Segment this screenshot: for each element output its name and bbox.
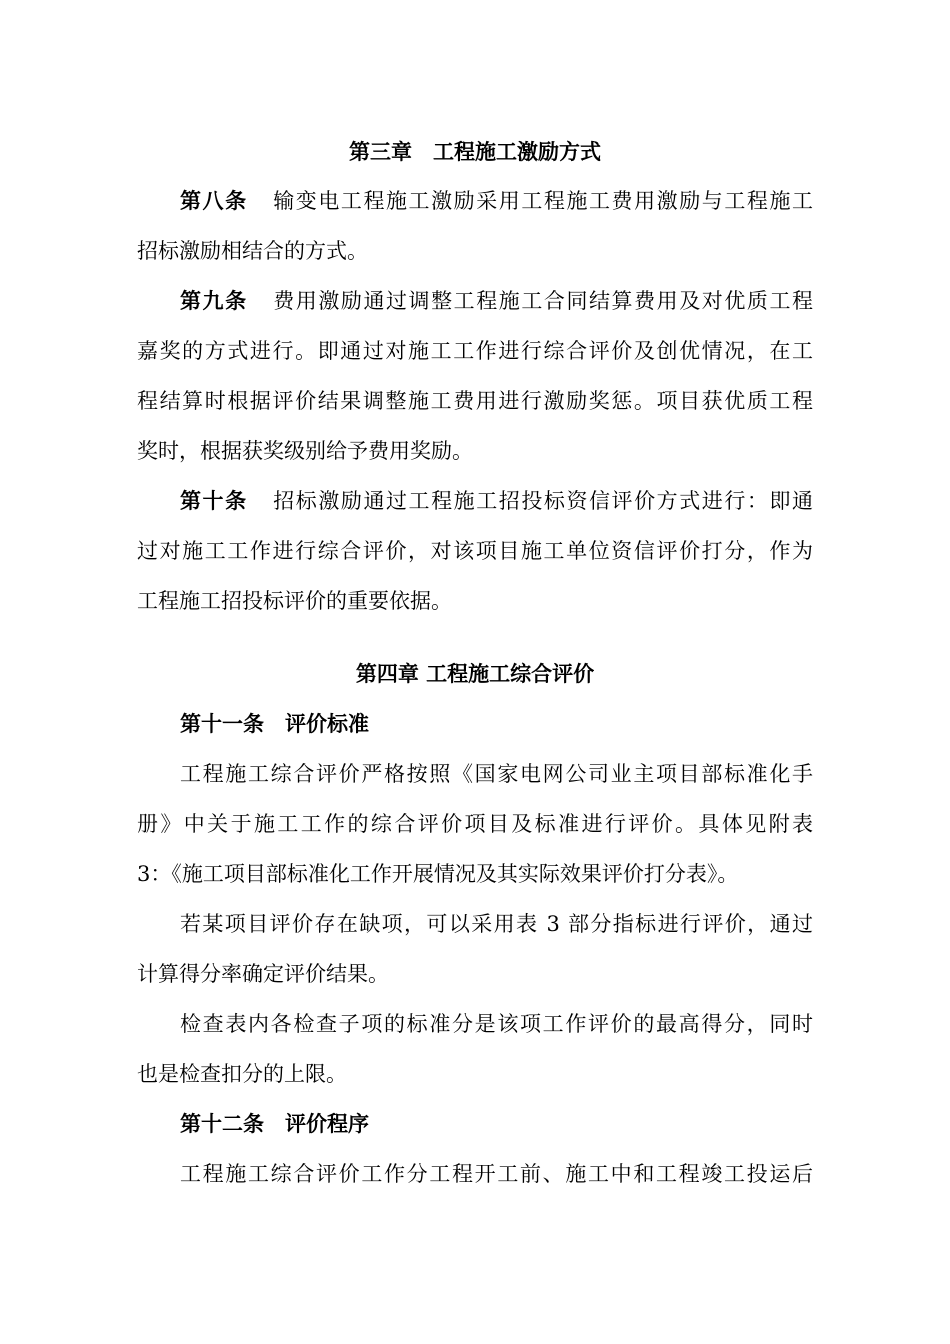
article-11-p1-line-1: 工程施工综合评价严格按照《国家电网公司业主项目部标准化手 (180, 762, 813, 786)
article-8-label: 第八条 (180, 188, 248, 213)
article-9-line-1 (180, 285, 813, 317)
article-9-line-2: 嘉奖的方式进行。即通过对施工工作进行综合评价及创优情况，在工 (137, 339, 813, 363)
article-8-line-2: 招标激励相结合的方式。 (137, 239, 368, 263)
article-11-p2-line-2: 计算得分率确定评价结果。 (137, 962, 389, 986)
article-11-p1-line-3: 3：《施工项目部标准化工作开展情况及其实际效果评价打分表》。 (137, 862, 739, 886)
article-11-p3-line-2: 也是检查扣分的上限。 (137, 1062, 347, 1086)
chapter-3-title: 第三章 工程施工激励方式 (349, 139, 601, 164)
article-10-line-2: 过对施工工作进行综合评价，对该项目施工单位资信评价打分，作为 (137, 539, 813, 563)
article-8-line-1 (180, 185, 813, 217)
article-12-p1-line-1: 工程施工综合评价工作分工程开工前、施工中和工程竣工投运后 (180, 1162, 813, 1186)
article-10-line-3: 工程施工招投标评价的重要依据。 (137, 589, 452, 613)
chapter-4-title: 第四章 工程施工综合评价 (355, 661, 595, 686)
article-8-text-1: 输变电工程施工激励采用工程施工费用激励与工程施工 (271, 189, 813, 213)
article-11-p1-line-2: 册》中关于施工工作的综合评价项目及标准进行评价。具体见附表 (137, 812, 813, 836)
article-9-line-3: 程结算时根据评价结果调整施工费用进行激励奖惩。项目获优质工程 (137, 389, 813, 413)
article-11-p2-line-1: 若某项目评价存在缺项，可以采用表 3 部分指标进行评价，通过 (180, 912, 813, 936)
article-10-label: 第十条 (180, 488, 248, 513)
article-9-text-1: 费用激励通过调整工程施工合同结算费用及对优质工程 (271, 289, 813, 313)
article-11-p3-line-1: 检查表内各检查子项的标准分是该项工作评价的最高得分，同时 (180, 1012, 813, 1036)
article-9-label: 第九条 (180, 288, 248, 313)
article-11-heading: 第十一条 评价标准 (180, 711, 369, 736)
article-10-line-1 (180, 485, 813, 517)
article-12-heading: 第十二条 评价程序 (180, 1111, 369, 1136)
article-9-line-4: 奖时，根据获奖级别给予费用奖励。 (137, 439, 473, 463)
article-10-text-1: 招标激励通过工程施工招投标资信评价方式进行：即通 (271, 489, 813, 513)
